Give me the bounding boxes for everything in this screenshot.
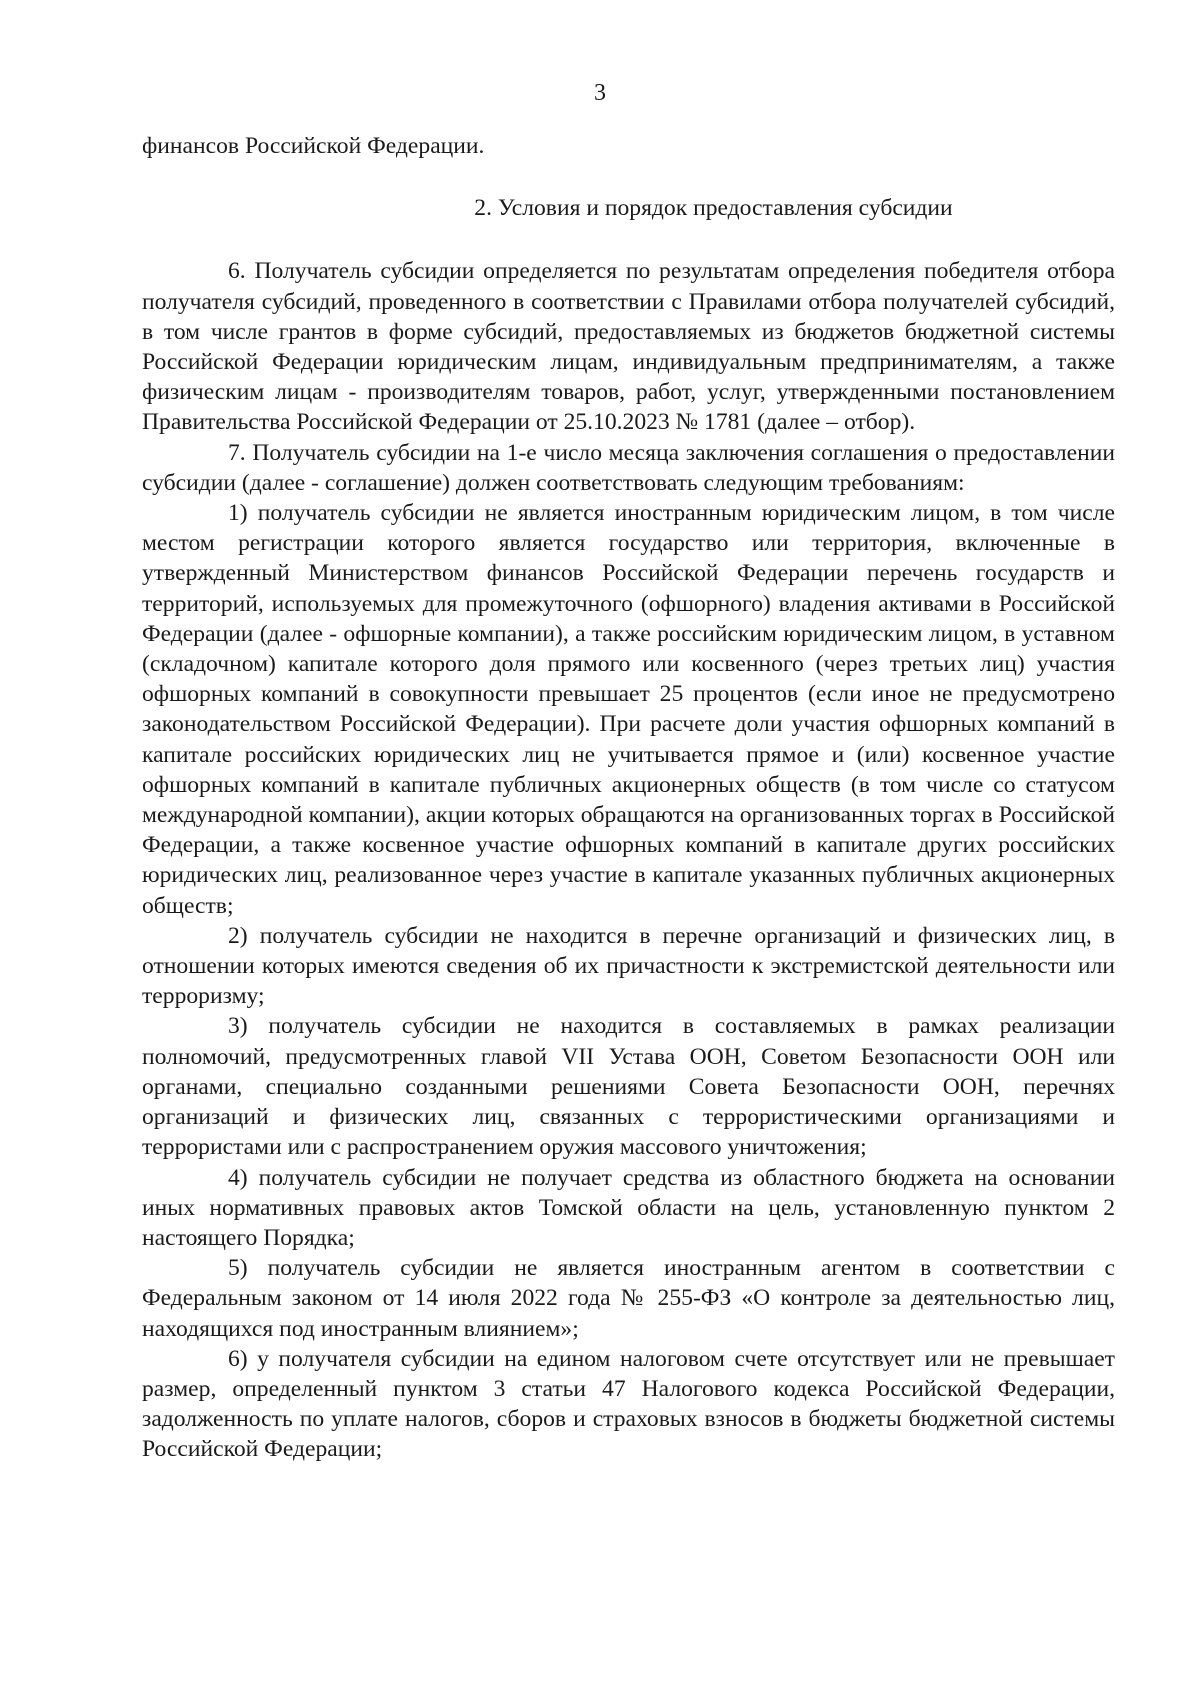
- document-body: [142, 131, 1115, 1465]
- requirement-2: 2) получатель субсидии не находится в перечне организаций и физических лиц, в отношении которых имеются сведения об их причастности к экстремистской деятельности или терроризму;: [142, 922, 1115, 1010]
- requirement-5: 5) получатель субсидии не является иностранным агентом в соответствии с Федеральным законом от 14 июля 2022 года № 255-ФЗ «О контроле за деятельностью лиц, находящихся под иностранным влиянием»;: [142, 1255, 1115, 1342]
- paragraph-7: 7. Получатель субсидии на 1-е число месяца заключения соглашения о предоставлении субсидии (далее - соглашение) должен соответствовать следующим требованиям:: [142, 439, 1115, 496]
- requirement-4: 4) получатель субсидии не получает средства из областного бюджета на основании иных нормативных правовых актов Томской области на цель, установленную пунктом 2 настоящего Порядка;: [142, 1164, 1115, 1251]
- paragraph-6: 6. Получатель субсидии определяется по результатам определения победителя отбора получателя субсидий, проведенного в соответствии с Правилами отбора получателей субсидий, в том числе грантов в форме субсидий, предоставляемых из бюджетов бюджетной системы Российской Федерации юридическим лицам, индивидуальным предпринимателям, а также физическим лицам - производителям товаров, работ, услуг, утвержденными постановлением Правительства Российской Федерации от 25.10.2023 № 1781 (далее – отбор).: [142, 258, 1115, 436]
- requirement-1: 1) получатель субсидии не является иностранным юридическим лицом, в том числе местом регистрации которого является государство или территория, включенные в утвержденный Министерством финансов Российской Федерации перечень государств и территорий, используемых для промежуточного (офшорного) владения активами в Российской Федерации (далее - офшорные компании), а также российским юридическим лицом, в уставном (складочном) капитале которого доля прямого или косвенного (через третьих лиц) участия офшорных компаний в совокупности превышает 25 процентов (если иное не предусмотрено законодательством Российской Федерации). При расчете доли участия офшорных компаний в капитале российских юридических лиц не учитывается прямое и (или) косвенное участие офшорных компаний в капитале публичных акционерных обществ (в том числе со статусом международной компании), акции которых обращаются на организованных торгах в Российской Федерации, а также косвенное участие офшорных компаний в капитале других российских юридических лиц, реализованное через участие в капитале указанных публичных акционерных обществ;: [142, 500, 1115, 919]
- page-number: 3: [594, 80, 606, 106]
- continuation-text: финансов Российской Федерации.: [142, 133, 485, 159]
- spacer: [142, 223, 1115, 256]
- requirement-6: 6) у получателя субсидии на едином налоговом счете отсутствует или не превышает размер, определенный пунктом 3 статьи 47 Налогового кодекса Российской Федерации, задолженность по уплате налогов, сборов и страховых взносов в бюджеты бюджетной системы Российской Федерации;: [142, 1345, 1115, 1463]
- requirement-3: 3) получатель субсидии не находится в составляемых в рамках реализации полномочий, предусмотренных главой VII Устава ООН, Советом Безопасности ООН или органами, специально созданными решениями Совета Безопасности ООН, перечнях организаций и физических лиц, связанных с террористическими организациями и террористами или с распространением оружия массового уничтожения;: [142, 1013, 1115, 1161]
- section-heading: 2. Условия и порядок предоставления субсидии: [474, 195, 953, 222]
